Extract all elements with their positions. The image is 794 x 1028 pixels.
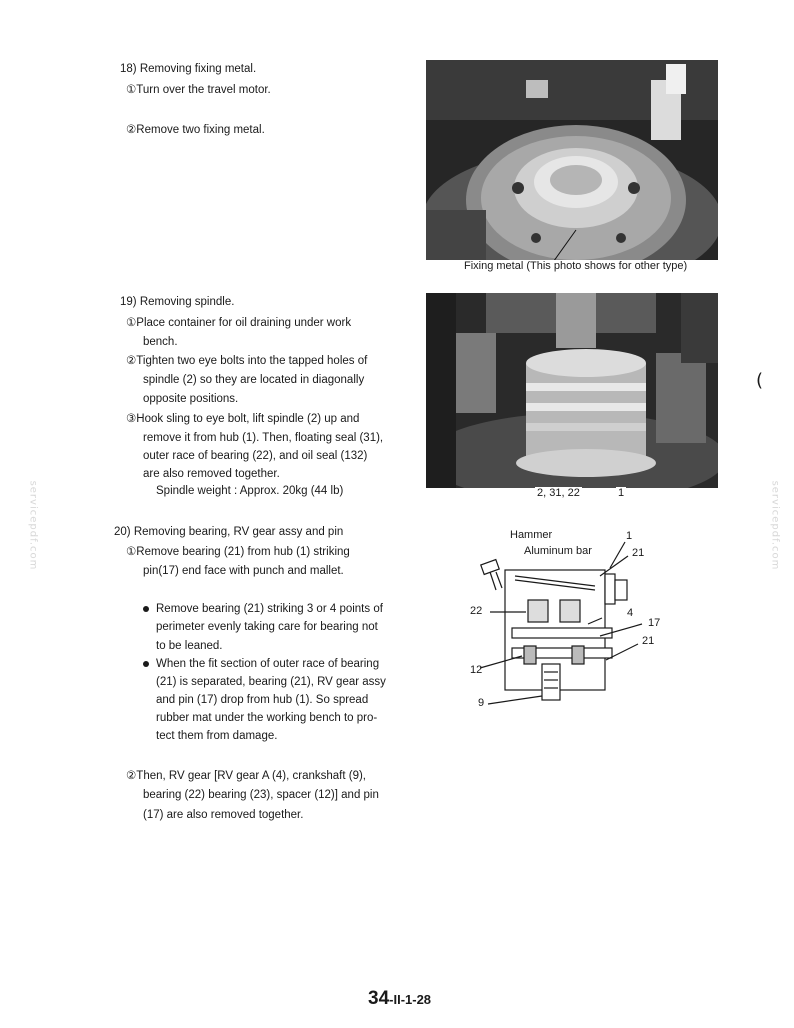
step19-line-5: opposite positions. — [143, 393, 239, 405]
bullet1-line-1: Remove bearing (21) striking 3 or 4 points of — [156, 603, 383, 615]
diagram-label-aluminum-bar: Aluminum bar — [524, 545, 592, 557]
bullet1-line-3: to be leaned. — [156, 640, 223, 652]
diagram-label-1: 1 — [626, 530, 633, 542]
step20-sub2-line-2: bearing (22) bearing (23), spacer (12)] and pin — [143, 789, 379, 801]
diagram-label-9: 9 — [478, 697, 485, 709]
step20-title: 20) Removing bearing, RV gear assy and pin — [114, 526, 344, 538]
step20-sub2-line-1: ②Then, RV gear [RV gear A (4), crankshaft (9), — [126, 770, 366, 782]
step19-line-2: bench. — [143, 336, 178, 348]
photo-fixing-metal-image — [426, 60, 718, 260]
hammer-icon — [481, 560, 502, 590]
bullet-2 — [143, 661, 149, 667]
page-number-suffix: -II-1-28 — [389, 992, 432, 1007]
page-number-main: 34 — [368, 988, 390, 1009]
bullet2-line-3: and pin (17) drop from hub (1). So spread — [156, 694, 369, 706]
step18-title: 18) Removing fixing metal. — [120, 63, 257, 75]
page-number — [368, 988, 431, 1010]
step20-sub1-line-2: pin(17) end face with punch and mallet. — [143, 565, 344, 577]
step19-line-8: outer race of bearing (22), and oil seal (132) — [143, 450, 368, 462]
photo-spindle-label-parts: 2, 31, 22 — [537, 487, 580, 499]
step19-line-7: remove it from hub (1). Then, floating seal (31), — [143, 432, 384, 444]
step19-line-9: are also removed together. — [143, 468, 280, 480]
bullet2-line-1: When the fit section of outer race of bearing — [156, 658, 380, 670]
bullet1-line-2: perimeter evenly taking care for bearing not — [156, 621, 378, 633]
bullet-1 — [143, 606, 149, 612]
step18-sub1: ①Turn over the travel motor. — [126, 84, 271, 96]
step20-sub2-line-3: (17) are also removed together. — [143, 809, 304, 821]
bullet2-line-4: rubber mat under the working bench to pro- — [156, 712, 378, 724]
watermark-left: servicepdf.com — [27, 480, 39, 571]
bullet2-line-2: (21) is separated, bearing (21), RV gear assy — [156, 676, 386, 688]
diagram-label-22: 22 — [470, 605, 483, 617]
photo-fixing-metal-caption: Fixing metal (This photo shows for other type) — [464, 260, 688, 272]
margin-mark: ( — [756, 370, 764, 391]
step19-line-6: ③Hook sling to eye bolt, lift spindle (2) up and — [126, 413, 360, 425]
spindle-weight: Spindle weight : Approx. 20kg (44 lb) — [156, 485, 344, 497]
step19-line-1: ①Place container for oil draining under work — [126, 317, 352, 329]
photo-spindle-image — [426, 293, 718, 488]
photo-spindle — [426, 293, 718, 488]
diagram-label-21-bottom: 21 — [642, 635, 655, 647]
step19-line-3: ②Tighten two eye bolts into the tapped holes of — [126, 355, 368, 367]
step18-sub2: ②Remove two fixing metal. — [126, 124, 265, 136]
diagram-label-12: 12 — [470, 664, 483, 676]
step19-title: 19) Removing spindle. — [120, 296, 235, 308]
photo-fixing-metal — [426, 60, 718, 260]
bullet2-line-5: tect them from damage. — [156, 730, 278, 742]
watermark-right: servicepdf.com — [769, 480, 781, 571]
photo-spindle-label-hub: 1 — [618, 487, 625, 499]
step19-line-4: spindle (2) so they are located in diagonally — [143, 374, 365, 386]
diagram-label-17: 17 — [648, 617, 661, 629]
diagram-label-21-top: 21 — [632, 547, 645, 559]
diagram-label-hammer: Hammer — [510, 529, 553, 541]
step20-sub1-line-1: ①Remove bearing (21) from hub (1) striking — [126, 546, 350, 558]
diagram-label-4: 4 — [627, 607, 634, 619]
